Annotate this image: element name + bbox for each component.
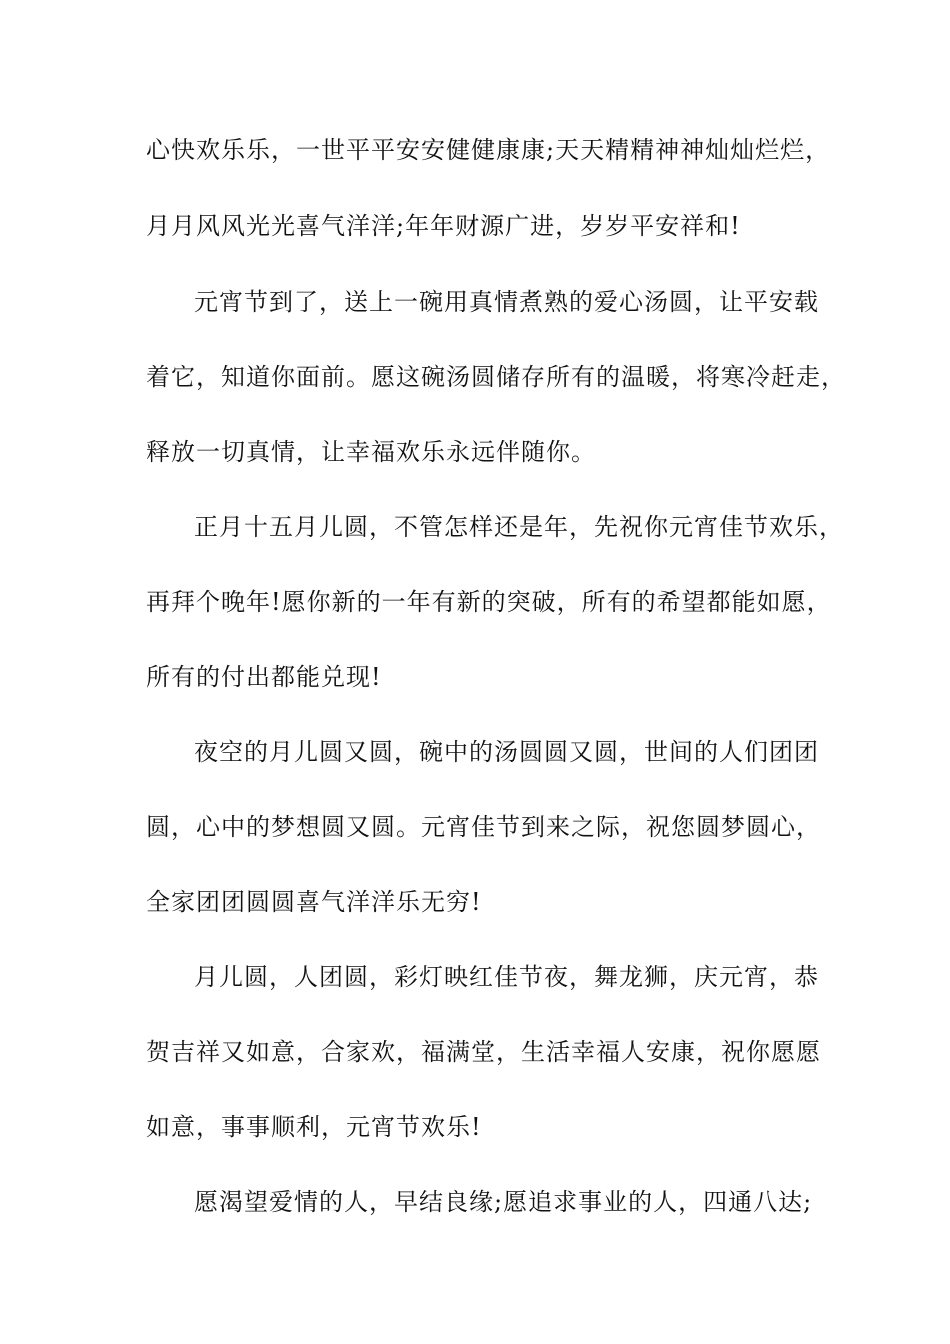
paragraph-first-line: 夜空的月儿圆又圆，碗中的汤圆圆又圆，世间的人们团团 [194, 738, 819, 766]
text-line: 全家团团圆圆喜气洋洋乐无穷! [146, 888, 482, 916]
paragraph-first-line: 元宵节到了，送上一碗用真情煮熟的爱心汤圆，让平安载 [194, 288, 819, 316]
text-line: 圆，心中的梦想圆又圆。元宵佳节到来之际，祝您圆梦圆心， [146, 813, 821, 841]
text-line: 再拜个晚年!愿你新的一年有新的突破，所有的希望都能如愿， [146, 588, 832, 616]
paragraph-first-line: 月儿圆，人团圆，彩灯映红佳节夜，舞龙狮，庆元宵，恭 [194, 963, 819, 991]
paragraph-first-line: 愿渴望爱情的人，早结良缘;愿追求事业的人，四通八达; [194, 1188, 813, 1216]
text-line: 心快欢乐乐，一世平平安安健健康康;天天精精神神灿灿烂烂， [146, 136, 831, 164]
text-line: 如意，事事顺利，元宵节欢乐! [146, 1113, 482, 1141]
text-line: 月月风风光光喜气洋洋;年年财源广进，岁岁平安祥和! [146, 212, 741, 240]
text-line: 释放一切真情，让幸福欢乐永远伴随你。 [146, 438, 596, 466]
text-line: 所有的付出都能兑现! [146, 663, 382, 691]
text-line: 贺吉祥又如意，合家欢，福满堂，生活幸福人安康，祝你愿愿 [146, 1038, 821, 1066]
text-line: 着它，知道你面前。愿这碗汤圆储存所有的温暖，将寒冷赶走， [146, 363, 846, 391]
paragraph-first-line: 正月十五月儿圆，不管怎样还是年，先祝你元宵佳节欢乐， [194, 513, 844, 541]
